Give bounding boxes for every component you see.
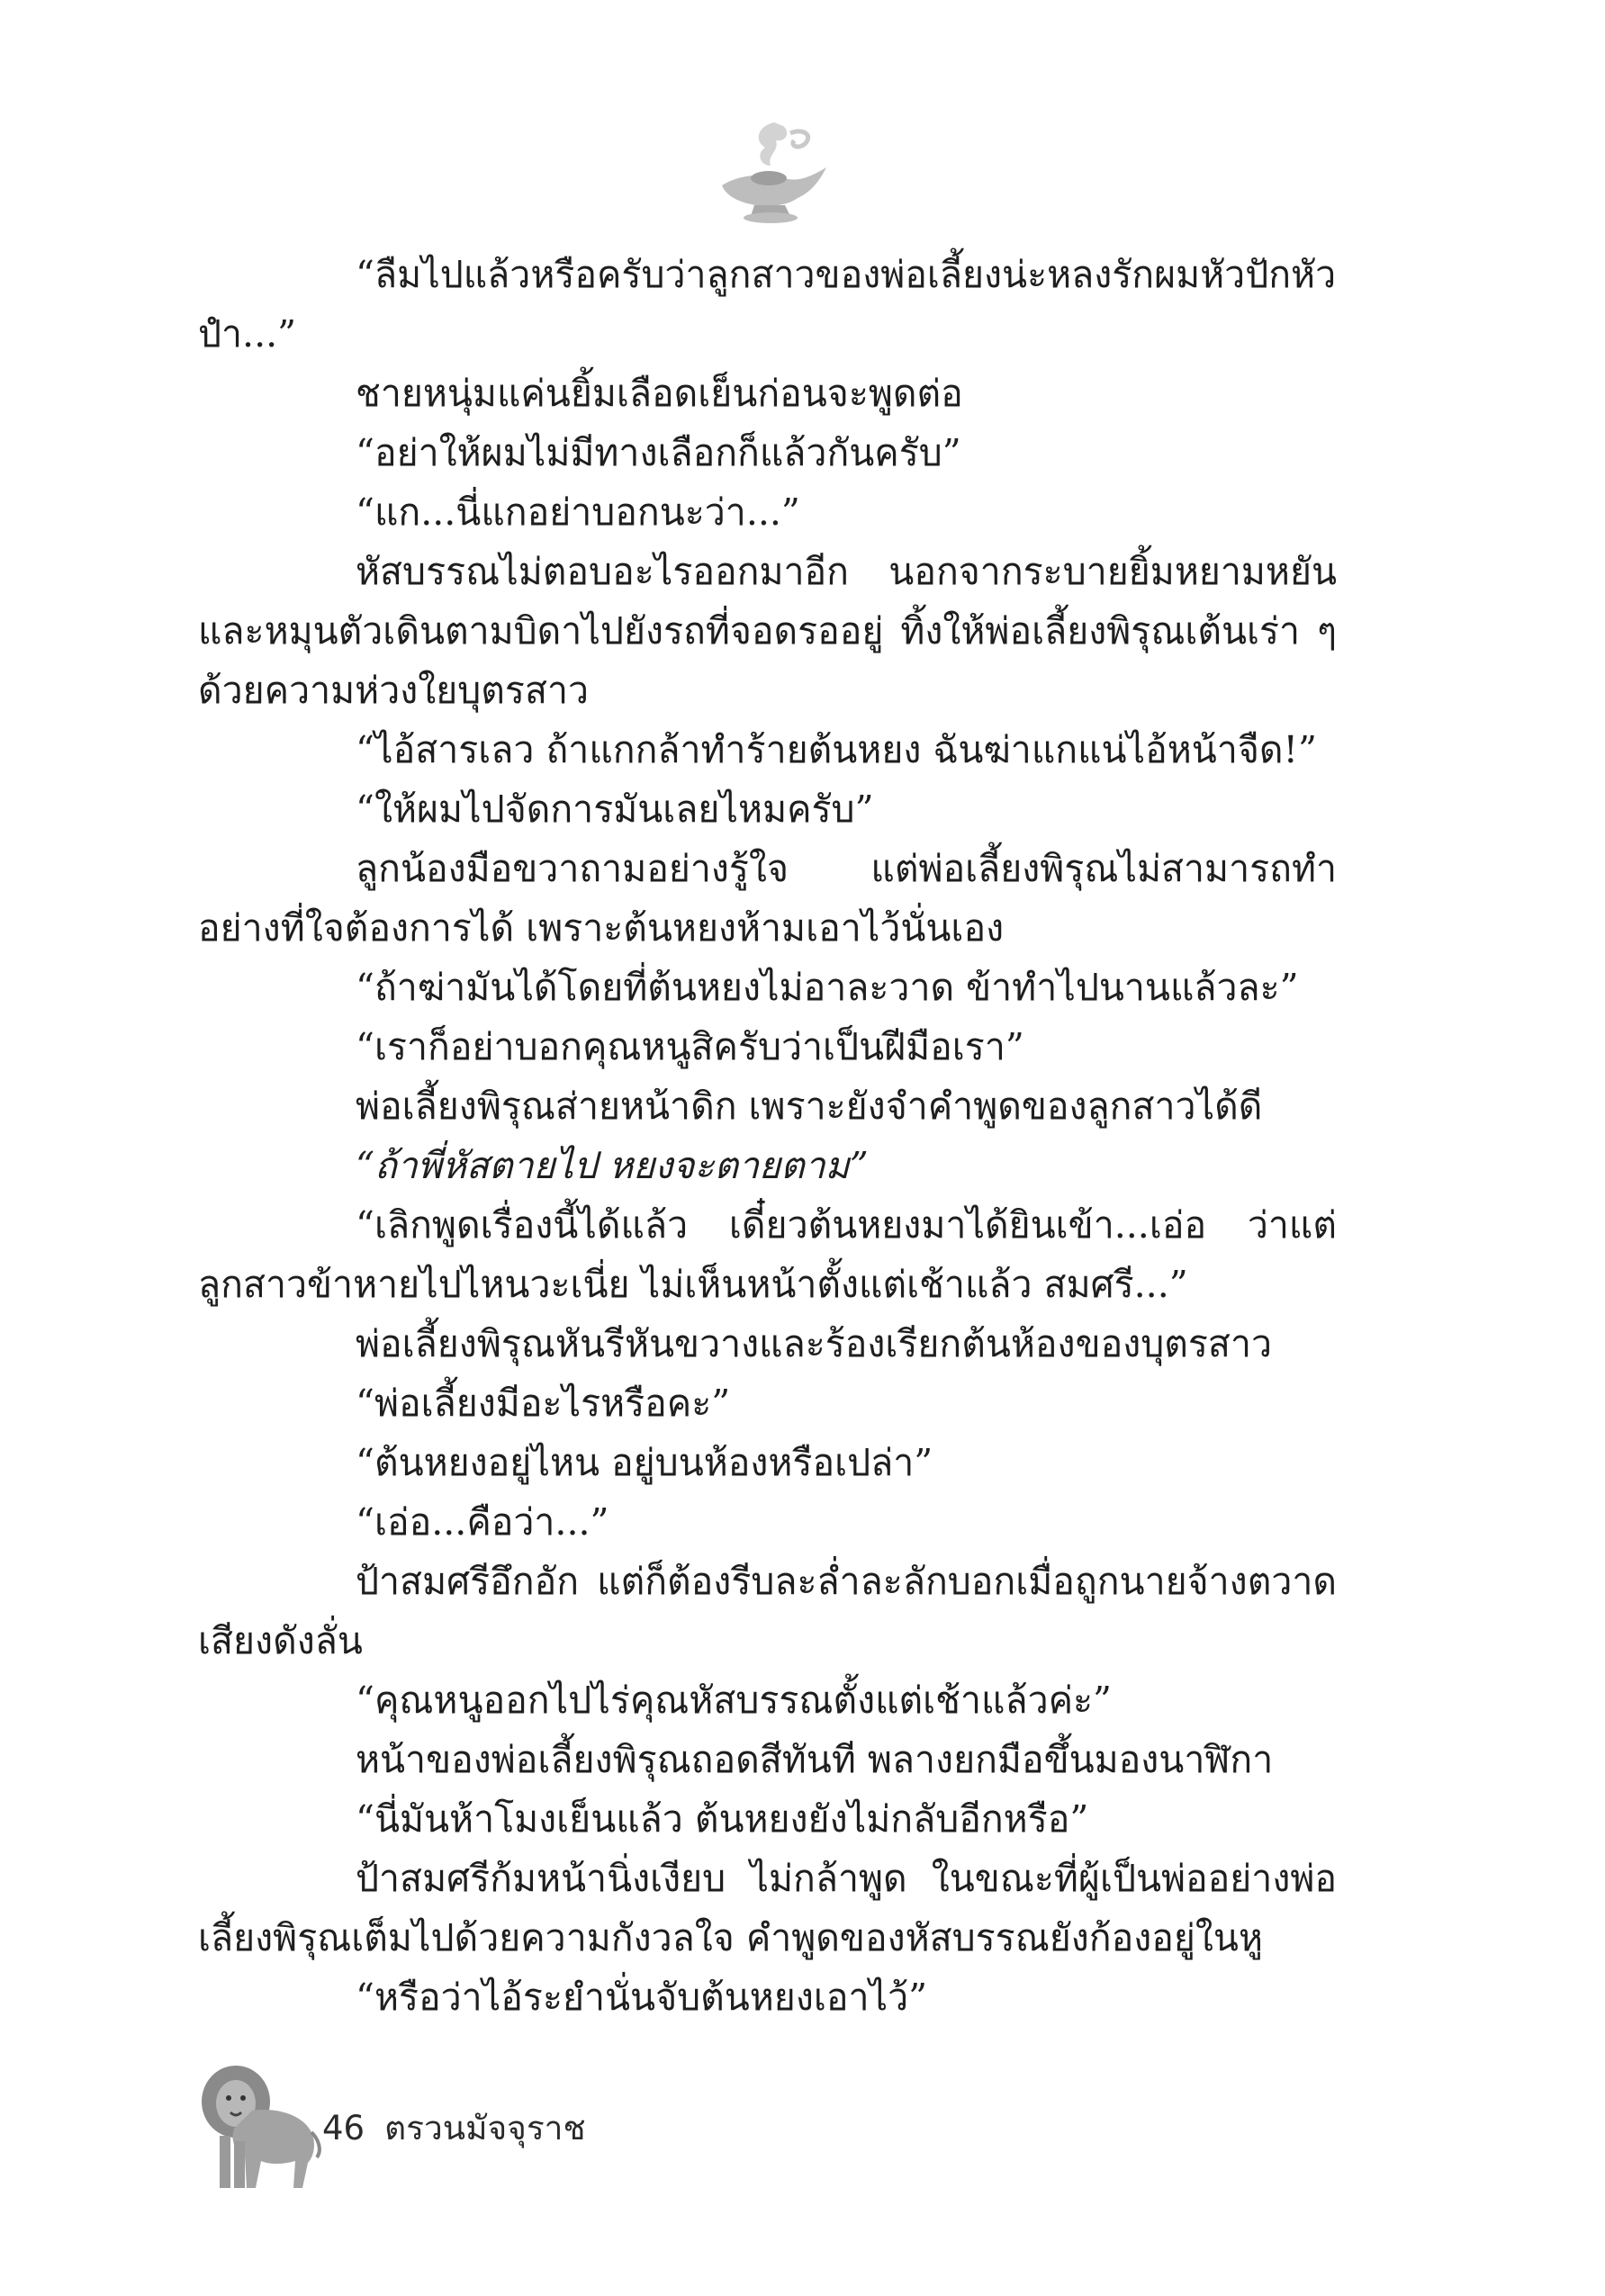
paragraph: “ให้ผมไปจัดการมันเลยไหมครับ” — [356, 788, 874, 831]
page-number: 46 — [322, 2109, 365, 2147]
paragraph: “พ่อเลี้ยงมีอะไรหรือคะ” — [356, 1382, 731, 1425]
book-title: ตรวนมัจจุราช — [384, 2109, 586, 2147]
paragraph: “เราก็อย่าบอกคุณหนูสิครับว่าเป็นฝีมือเรา” — [356, 1025, 1024, 1068]
paragraph: “ลืมไปแล้วหรือครับว่าลูกสาวของพ่อเลี้ยงน่ะหลงรักผมหัวปักหัวปำ...” — [198, 253, 1337, 356]
paragraph: “แก...นี่แกอย่าบอกนะว่า...” — [356, 491, 800, 534]
body-text — [198, 245, 1337, 2027]
paragraph: “อย่าให้ผมไม่มีทางเลือกก็แล้วกันครับ” — [356, 431, 961, 474]
paragraph: “หรือว่าไอ้ระยำนั่นจับต้นหยงเอาไว้” — [356, 1976, 928, 2019]
paragraph: หน้าของพ่อเลี้ยงพิรุณถอดสีทันที พลางยกมือขึ้นมองนาฬิกา — [356, 1738, 1274, 1781]
paragraph: “ต้นหยงอยู่ไหน อยู่บนห้องหรือเปล่า” — [356, 1441, 933, 1484]
paragraph: “คุณหนูออกไปไร่คุณหัสบรรณตั้งแต่เช้าแล้วค่ะ” — [356, 1679, 1112, 1722]
genie-lamp-icon — [704, 115, 839, 232]
lion-icon — [189, 2057, 324, 2192]
paragraph: พ่อเลี้ยงพิรุณส่ายหน้าดิก เพราะยังจำคำพูดของลูกสาวได้ดี — [356, 1085, 1263, 1128]
paragraph: หัสบรรณไม่ตอบอะไรออกมาอีก นอกจากระบายยิ้มหยามหยัน และหมุนตัวเดินตามบิดาไปยังรถที่จอดรออยู่ ทิ้งให้พ่อเลี้ยงพิรุณเต้นเร่า ๆ ด้วยความห่วงใยบุตรสาว — [198, 550, 1337, 712]
page-footer — [189, 2057, 909, 2201]
italic-quote: “ถ้าพี่หัสตายไป หยงจะตายตาม” — [356, 1144, 869, 1187]
paragraph: ลูกน้องมือขวาถามอย่างรู้ใจ แต่พ่อเลี้ยงพิรุณไม่สามารถทำอย่างที่ใจต้องการได้ เพราะต้นหยงห้ามเอาไว้นั่นเอง — [198, 847, 1337, 950]
paragraph: ชายหนุ่มแค่นยิ้มเลือดเย็นก่อนจะพูดต่อ — [356, 372, 963, 415]
paragraph: ป้าสมศรีอึกอัก แต่ก็ต้องรีบละล่ำละลักบอกเมื่อถูกนายจ้างตวาดเสียงดังลั่น — [198, 1560, 1337, 1662]
paragraph: “เอ่อ...คือว่า...” — [356, 1500, 609, 1544]
footer-text — [322, 2102, 586, 2155]
paragraph: “ถ้าฆ่ามันได้โดยที่ต้นหยงไม่อาละวาด ข้าทำไปนานแล้วละ” — [356, 966, 1299, 1009]
paragraph: “ไอ้สารเลว ถ้าแกกล้าทำร้ายต้นหยง ฉันฆ่าแกแน่ไอ้หน้าจืด!” — [356, 728, 1317, 771]
paragraph: พ่อเลี้ยงพิรุณหันรีหันขวางและร้องเรียกต้นห้องของบุตรสาว — [356, 1322, 1272, 1365]
paragraph: ป้าสมศรีก้มหน้านิ่งเงียบ ไม่กล้าพูด ในขณะที่ผู้เป็นพ่ออย่างพ่อเลี้ยงพิรุณเต็มไปด้วยความกังวลใจ คำพูดของหัสบรรณยังก้องอยู่ในหู — [198, 1857, 1337, 1959]
paragraph: “เลิกพูดเรื่องนี้ได้แล้ว เดี๋ยวต้นหยงมาได้ยินเข้า...เอ่อ ว่าแต่ลูกสาวข้าหายไปไหนวะเนี่ย ไม่เห็นหน้าตั้งแต่เช้าแล้ว สมศรี...” — [198, 1203, 1337, 1306]
paragraph: “นี่มันห้าโมงเย็นแล้ว ต้นหยงยังไม่กลับอีกหรือ” — [356, 1797, 1089, 1841]
